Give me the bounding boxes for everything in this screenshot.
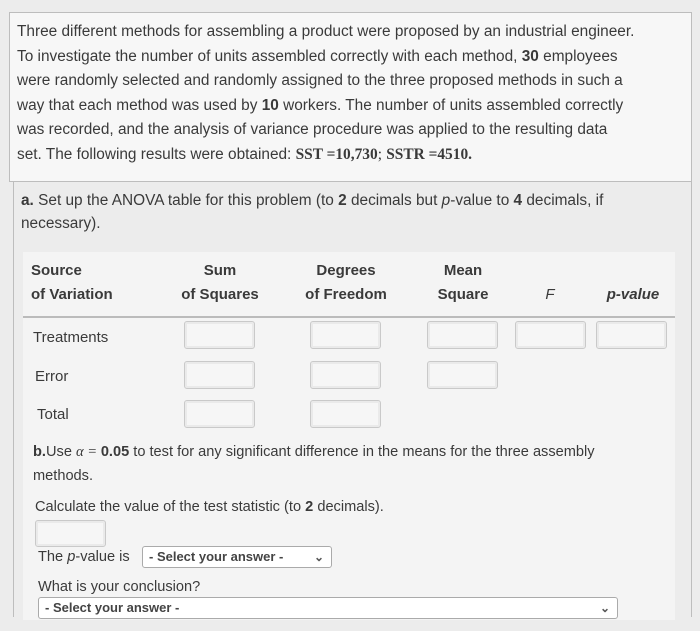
- treatments-ms-input[interactable]: [427, 321, 498, 349]
- sstr-value: SSTR =4510.: [386, 145, 472, 163]
- row-label-treatments: Treatments: [33, 329, 109, 346]
- part-b-text-3: methods.: [33, 468, 94, 484]
- row-label-error: Error: [35, 368, 69, 385]
- f-input[interactable]: [515, 321, 586, 349]
- header-source: Source of Variation: [31, 262, 113, 303]
- part-a-text-1: Set up the ANOVA table for this problem (to: [38, 192, 334, 209]
- separator: ;: [377, 145, 382, 163]
- header-p-value: p-value: [606, 286, 660, 303]
- row-label-total: Total: [37, 406, 69, 423]
- header-mean-square: Mean Square: [437, 262, 489, 303]
- part-a-text-5: necessary).: [21, 215, 101, 232]
- part-a-text-2: decimals but: [350, 192, 438, 209]
- total-df-input[interactable]: [310, 400, 381, 428]
- problem-line-2-end: employees: [543, 47, 618, 65]
- header-f: F: [545, 286, 555, 303]
- part-b-instructions: [33, 440, 673, 488]
- chevron-down-icon: ⌄: [313, 550, 324, 564]
- problem-line-4b: workers. The number of units assembled correctly: [283, 96, 624, 114]
- error-ms-input[interactable]: [427, 361, 498, 389]
- treatments-ss-input[interactable]: [184, 321, 255, 349]
- conclusion-select[interactable]: - Select your answer - ⌄: [38, 597, 618, 619]
- error-ss-input[interactable]: [184, 361, 255, 389]
- part-b-prefix: b.: [33, 444, 46, 460]
- pvalue-select[interactable]: - Select your answer - ⌄: [142, 546, 332, 568]
- part-b-text-1: Use: [45, 444, 72, 460]
- problem-line-2: To investigate the number of units assembled correctly with each method,: [17, 47, 518, 65]
- header-degrees-freedom: Degrees of Freedom: [305, 262, 387, 303]
- error-df-input[interactable]: [310, 361, 381, 389]
- test-statistic-input[interactable]: [35, 520, 106, 547]
- p-value-input[interactable]: [596, 321, 667, 349]
- alpha-symbol: α =: [76, 444, 101, 460]
- problem-statement: [17, 20, 685, 168]
- calc-instruction: Calculate the value of the test statistic (to 2 decimals).: [35, 499, 384, 515]
- part-a-instructions: [21, 189, 681, 235]
- header-divider: [23, 316, 675, 318]
- header-sum-squares: Sum of Squares: [181, 262, 259, 303]
- part-a-prefix: a.: [21, 192, 34, 209]
- part-a-decimals: 2: [338, 192, 347, 209]
- problem-line-1: Three different methods for assembling a product were proposed by an industrial engineer.: [17, 23, 635, 40]
- alpha-value: 0.05: [100, 444, 130, 460]
- pvalue-label: The p-value is: [38, 549, 130, 565]
- part-a-text-4: decimals, if: [526, 192, 604, 209]
- total-ss-input[interactable]: [184, 400, 255, 428]
- chevron-down-icon: ⌄: [599, 601, 610, 615]
- part-a-p-decimals: 4: [513, 192, 523, 209]
- part-a-text-3: -value to: [450, 192, 510, 209]
- sst-value: SST =10,730: [295, 145, 378, 163]
- problem-line-5: was recorded, and the analysis of variance procedure was applied to the resulting data: [17, 121, 608, 139]
- part-b-text-2: to test for any significant difference in the means for the three assembly: [133, 444, 595, 460]
- workers-count: 10: [261, 96, 279, 114]
- problem-line-6: set. The following results were obtained:: [17, 145, 292, 163]
- treatments-df-input[interactable]: [310, 321, 381, 349]
- part-a-p: p: [441, 192, 451, 209]
- employees-count: 30: [521, 47, 539, 65]
- problem-line-4a: way that each method was used by: [17, 96, 258, 114]
- problem-line-3: were randomly selected and randomly assigned to the three proposed methods in such a: [17, 72, 623, 90]
- conclusion-label: What is your conclusion?: [38, 579, 201, 595]
